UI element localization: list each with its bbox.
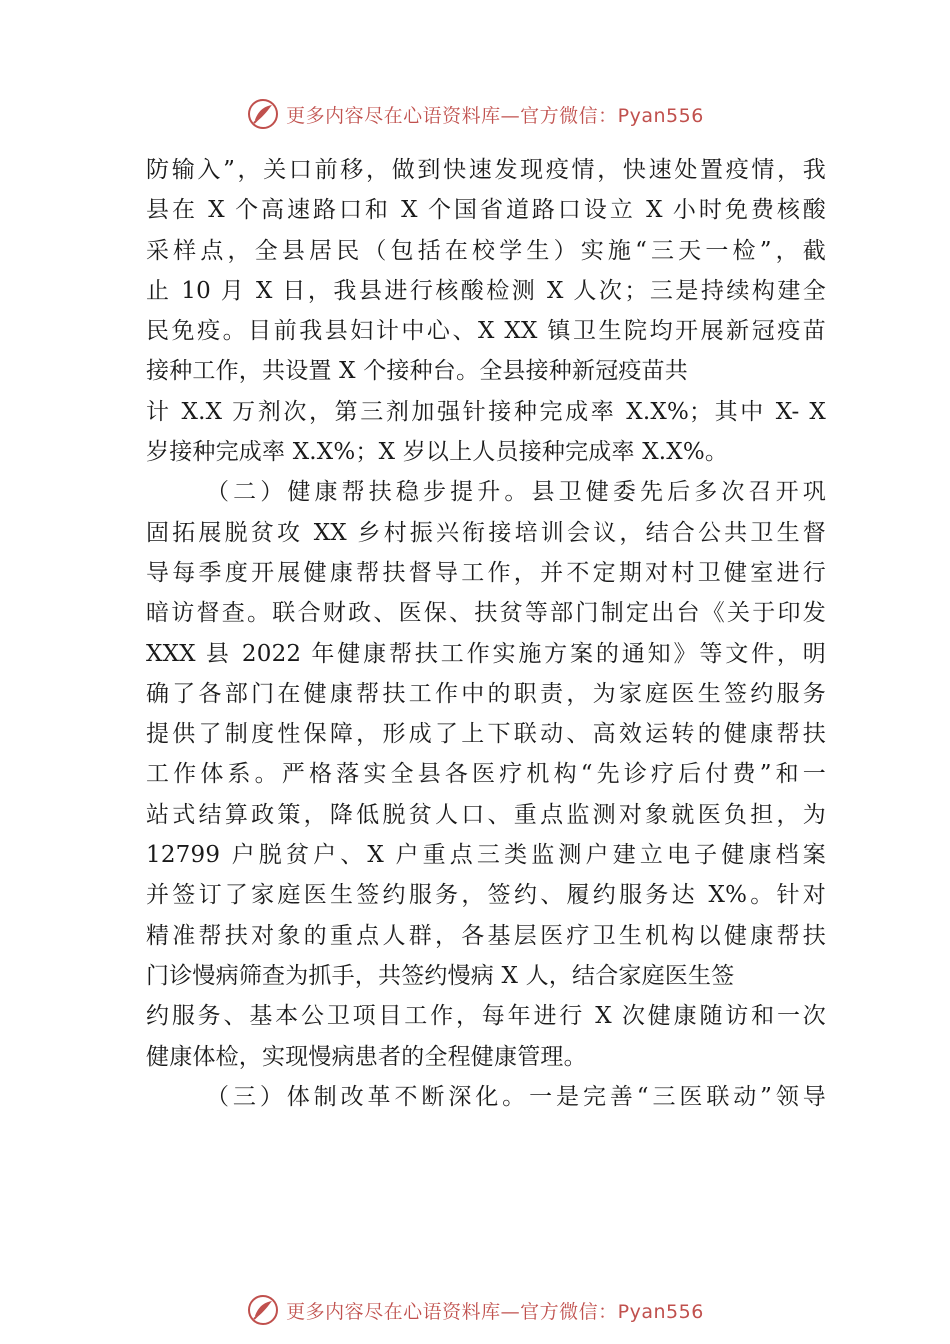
text-line: 健康体检，实现慢病患者的全程健康管理。 bbox=[146, 1043, 587, 1070]
text-line: 计 X.X 万剂次，第三剂加强针接种完成率 X.X%；其中 X- X bbox=[146, 398, 826, 425]
text-line: 岁接种完成率 X.X%；X 岁以上人员接种完成率 X.X%。 bbox=[146, 439, 729, 466]
document-body bbox=[146, 150, 826, 1117]
footer-banner bbox=[0, 1290, 950, 1330]
section-heading-line: （三）体制改革不断深化。一是完善“三医联动”领导 bbox=[206, 1083, 826, 1110]
text-line: 门诊慢病筛查为抓手，共签约慢病 X 人，结合家庭医生签 bbox=[146, 962, 735, 989]
text-line: 暗访督查。联合财政、医保、扶贫等部门制定出台《关于印发 bbox=[146, 600, 826, 627]
logo-icon bbox=[246, 97, 280, 131]
text-line: 确了各部门在健康帮扶工作中的职责，为家庭医生签约服务 bbox=[146, 680, 826, 707]
header-banner-text: 更多内容尽在心语资料库—官方微信：Pyan556 bbox=[286, 104, 704, 127]
text-line: 固拓展脱贫攻 XX 乡村振兴衔接培训会议，结合公共卫生督 bbox=[146, 519, 826, 546]
logo-icon bbox=[246, 1293, 280, 1327]
text-line: 12799 户脱贫户、X 户重点三类监测户建立电子健康档案 bbox=[146, 842, 826, 869]
section-heading-line: （二）健康帮扶稳步提升。县卫健委先后多次召开巩 bbox=[206, 479, 826, 506]
text-line: 接种工作，共设置 X 个接种台。全县接种新冠疫苗共 bbox=[146, 358, 688, 385]
text-line: 导每季度开展健康帮扶督导工作，并不定期对村卫健室进行 bbox=[146, 559, 826, 586]
text-line: XXX 县 2022 年健康帮扶工作实施方案的通知》等文件，明 bbox=[146, 640, 826, 667]
footer-banner-text: 更多内容尽在心语资料库—官方微信：Pyan556 bbox=[286, 1300, 704, 1323]
text-line: 约服务、基本公卫项目工作，每年进行 X 次健康随访和一次 bbox=[146, 1003, 826, 1030]
header-banner bbox=[0, 94, 950, 134]
text-line: 防输入”，关口前移，做到快速发现疫情，快速处置疫情，我 bbox=[146, 157, 826, 183]
text-line: 提供了制度性保障，形成了上下联动、高效运转的健康帮扶 bbox=[146, 721, 826, 748]
text-line: 民免疫。目前我县妇计中心、X XX 镇卫生院均开展新冠疫苗 bbox=[146, 318, 826, 345]
text-line: 工作体系。严格落实全县各医疗机构“先诊疗后付费”和一 bbox=[146, 761, 826, 788]
text-line: 并签订了家庭医生签约服务，签约、履约服务达 X%。针对 bbox=[146, 882, 826, 909]
text-line: 县在 X 个高速路口和 X 个国省道路口设立 X 小时免费核酸 bbox=[146, 197, 826, 224]
text-line: 止 10 月 X 日，我县进行核酸检测 X 人次；三是持续构建全 bbox=[146, 277, 826, 304]
text-line: 站式结算政策，降低脱贫人口、重点监测对象就医负担，为 bbox=[146, 801, 826, 828]
text-line: 精准帮扶对象的重点人群，各基层医疗卫生机构以健康帮扶 bbox=[146, 922, 826, 949]
text-line: 采样点，全县居民（包括在校学生）实施“三天一检”，截 bbox=[146, 237, 826, 264]
